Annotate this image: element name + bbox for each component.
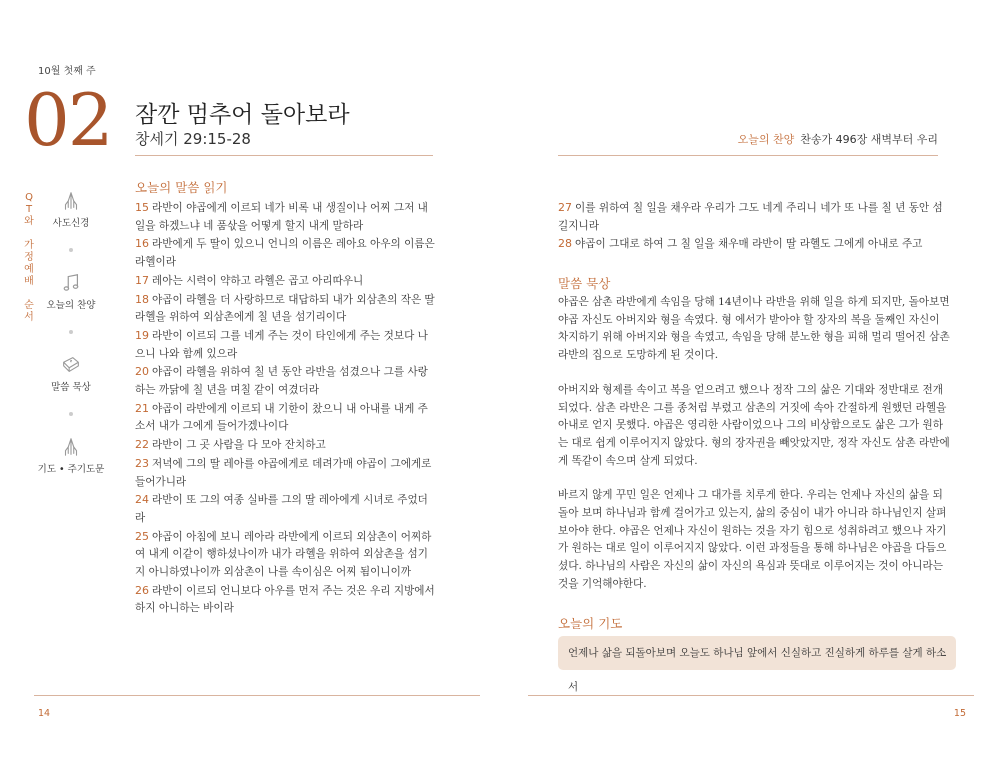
verse-list (135, 199, 435, 618)
verse-text: 라반이 이르되 언니보다 아우를 먼저 주는 것은 우리 지방에서 하지 아니하는 바이라 (135, 584, 435, 615)
verse (135, 582, 435, 618)
title-rule (135, 155, 433, 156)
verse-number: 23 (135, 456, 149, 470)
verse-number: 16 (135, 237, 149, 251)
verse-text: 야곱이 라반에게 이르되 내 기한이 찼으니 내 아내를 내게 주소서 내가 그에게 들어가겠나이다 (135, 402, 428, 433)
divider-dot (69, 412, 73, 416)
verse (135, 436, 435, 455)
verse-number: 21 (135, 401, 149, 415)
verse (135, 363, 435, 399)
verse-text: 레아는 시력이 약하고 라헬은 곱고 아리따우니 (152, 274, 364, 287)
hymn-rule (558, 155, 938, 156)
divider-dot (69, 330, 73, 334)
sidebar-item-label: 기도 • 주기도문 (37, 464, 105, 475)
verse-text: 야곱이 아침에 보니 레아라 라반에게 이르되 외삼촌이 어찌하여 내게 이같이 행하셨나이까 내가 라헬을 위하여 외삼촌을 섬기지 아니하였나이까 외삼촌이 나를 속이심은 어찌 됨이니이까 (135, 530, 432, 579)
verse-continued (558, 199, 950, 254)
verse-number: 26 (135, 583, 149, 597)
bible-book-icon (60, 354, 82, 376)
reading-section (135, 178, 435, 618)
meditation-title: 말씀 묵상 (558, 276, 611, 291)
footer-rule-left (34, 695, 480, 696)
hymn-info (738, 131, 938, 147)
vchar: 정 (24, 252, 34, 263)
verse-number: 24 (135, 493, 149, 507)
sidebar-item-label: 말씀 묵상 (51, 382, 91, 393)
verse (135, 491, 435, 527)
sidebar-item-todays-hymn (38, 272, 104, 320)
prayer-box: 언제나 삶을 되돌아보며 오늘도 하나님 앞에서 신실하고 진실하게 하루를 살게 하소서 (558, 636, 956, 670)
verse-number: 15 (135, 201, 149, 214)
vchar: 배 (24, 276, 34, 287)
sidebar-item-label: 오늘의 찬양 (46, 300, 96, 311)
verse (558, 235, 950, 254)
verse-number: 19 (135, 328, 149, 342)
verse-number: 20 (135, 365, 149, 379)
verse (135, 235, 435, 271)
meditation-body (558, 294, 950, 594)
praying-hands-icon (60, 436, 82, 458)
day-number: 02 (24, 78, 112, 162)
reading-title: 오늘의 말씀 읽기 (135, 180, 228, 195)
verse-number: 18 (135, 292, 149, 306)
page-number-left: 14 (38, 708, 51, 719)
prayer-title: 오늘의 기도 (558, 616, 623, 631)
verse-text: 라반이 이르되 그를 네게 주는 것이 타인에게 주는 것보다 나으니 나와 함께 있으라 (135, 329, 428, 360)
vchar: 예 (24, 264, 34, 275)
music-note-icon (60, 272, 82, 294)
verse-number: 22 (135, 438, 149, 452)
verse-number: 27 (558, 201, 572, 214)
vchar: 와 (24, 216, 34, 227)
verse-text: 라반이 그 곳 사람을 다 모아 잔치하고 (152, 439, 326, 452)
meditation-paragraph: 아버지와 형제를 속이고 복을 얻으려고 했으나 정작 그의 삶은 기대와 정반대로 전개되었다. 삼촌 라반은 그를 종처럼 부렸고 삼촌의 거짓에 속아 간절하게 원했던 라헬을 아내로 얻지 못했다. 야곱은 영리한 사람이었으나 그의 비상함으로도 삶은 그가 원하는 대로 쉽게 이루어지지 않았다. 형의 장자권을 빼앗았지만, 정작 자신도 삼촌 라반에게 똑같이 속으며 살게 되었다. (558, 383, 950, 467)
verse-text: 야곱이 그대로 하여 그 칠 일을 채우매 라반이 딸 라헬도 그에게 아내로 주고 (575, 238, 923, 251)
verse-text: 라반에게 두 딸이 있으니 언니의 이름은 레아요 아우의 이름은 라헬이라 (135, 238, 435, 269)
verse-number: 25 (135, 529, 149, 543)
verse (135, 291, 435, 327)
page-number-right: 15 (953, 708, 966, 719)
meditation-section (558, 274, 950, 594)
verse (135, 400, 435, 436)
hymn-text: 찬송가 496장 새벽부터 우리 (800, 133, 938, 146)
verse (135, 272, 435, 291)
page-title: 잠깐 멈추어 돌아보라 (135, 102, 350, 128)
verse-text: 라반이 야곱에게 이르되 네가 비록 내 생질이나 어찌 그저 내 일을 하겠느냐 네 품삯을 어떻게 할지 내게 말하라 (135, 202, 428, 232)
vchar: 서 (24, 312, 34, 323)
vchar: Q (25, 192, 33, 203)
vchar: T (25, 204, 33, 215)
divider-dot (69, 248, 73, 252)
sidebar-item-apostles-creed (38, 190, 104, 238)
scripture-reference: 창세기 29:15-28 (135, 130, 251, 148)
verse-number: 28 (558, 237, 572, 251)
verse (135, 455, 435, 491)
verse-text: 이를 위하여 칠 일을 채우라 우리가 그도 네게 주리니 네가 또 나를 칠 년 동안 섬길지니라 (558, 202, 943, 232)
verse (135, 327, 435, 363)
hymn-label: 오늘의 찬양 (737, 133, 795, 146)
verse-text: 야곱이 라헬을 위하여 칠 년 동안 라반을 섬겼으나 그를 사랑하는 까닭에 칠 년을 며칠 같이 여겼더라 (135, 366, 428, 397)
sidebar-item-prayer (38, 436, 104, 484)
verse (558, 199, 950, 235)
verse-text: 야곱이 라헬을 더 사랑하므로 대답하되 내가 외삼촌의 작은 딸 라헬을 위하여 외삼촌에게 칠 년을 섬기리이다 (135, 293, 435, 324)
meditation-paragraph: 야곱은 삼촌 라반에게 속임을 당해 14년이나 라반을 위해 일을 하게 되지만, 돌아보면 야곱 자신도 아버지와 형을 속였다. 형 에서가 받아야 할 장자의 복을 둘째인 자신이 차지하기 위해 아버지와 형을 속였고, 속임을 당해 분노한 형을 피해 멀리 떨어진 삼촌 라반의 집으로 도망하게 된 것이다. (558, 296, 950, 362)
verse-number: 17 (135, 273, 149, 287)
meditation-paragraph: 바르지 않게 꾸민 일은 언제나 그 대가를 치루게 한다. 우리는 언제나 자신의 삶을 되돌아 보며 하나님과 함께 걸어가고 있는지, 삶의 중심이 내가 아니라 하나님인지 살펴보아야 한다. 야곱은 언제나 자신이 원하는 것을 자기 힘으로 성취하려고 했으나 자기가 원하는 대로 일이 이루어지지 않았다. 이런 과정들을 통해 하나님은 야곱을 다듬으셨다. 하나님의 사람은 자신의 삶이 자신의 욕심과 뜻대로 이루어지는 것이 아니라는 것을 기억해야한다. (558, 489, 947, 590)
footer-rule-right (528, 695, 974, 696)
vchar: 순 (24, 300, 34, 311)
sidebar-item-label: 사도신경 (52, 218, 90, 229)
verse (135, 528, 435, 582)
praying-hands-icon (60, 190, 82, 212)
qt-order-vertical-label (22, 192, 36, 324)
verse-text: 저녁에 그의 딸 레아를 야곱에게로 데려가매 야곱이 그에게로 들어가니라 (135, 457, 432, 488)
vchar: 가 (24, 240, 34, 251)
verse (135, 199, 435, 235)
sidebar-nav (38, 190, 104, 484)
sidebar-item-meditation (38, 354, 104, 402)
verse-text: 라반이 또 그의 여종 실바를 그의 딸 레아에게 시녀로 주었더라 (135, 494, 428, 524)
week-label: 10월 첫째 주 (38, 66, 96, 77)
